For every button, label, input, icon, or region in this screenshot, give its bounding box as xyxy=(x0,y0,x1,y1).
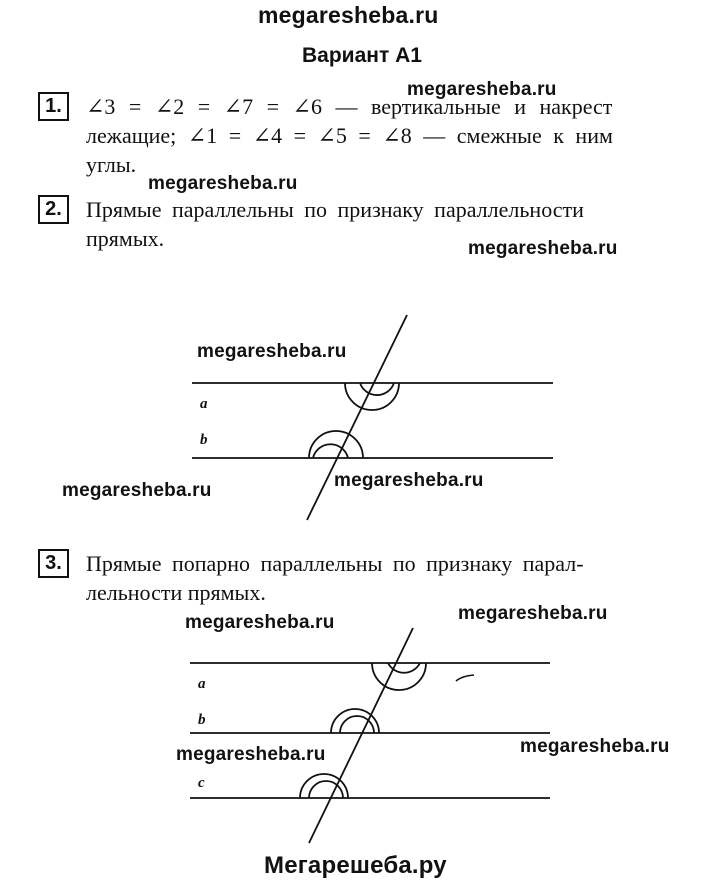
top-watermark: megaresheba.ru xyxy=(258,2,439,28)
watermark-9: megaresheba.ru xyxy=(176,744,326,765)
problem-3-number: 3. xyxy=(38,549,69,578)
figure1-label-a: a xyxy=(200,396,208,412)
figure2-label-c: c xyxy=(198,775,205,791)
stray-mark xyxy=(456,675,474,681)
figure1-label-b: b xyxy=(200,432,208,448)
watermark-5: megaresheba.ru xyxy=(62,480,212,501)
watermark-6: megaresheba.ru xyxy=(334,470,484,491)
problem-1-line-2: лежащие; ∠1 = ∠4 = ∠5 = ∠8 — смежные к ним xyxy=(86,123,613,148)
problem-1-line-1: ∠3 = ∠2 = ∠7 = ∠6 — вертикальные и накрест xyxy=(86,94,613,119)
problem-2-line-2: прямых. xyxy=(86,226,165,251)
figure2-label-b: b xyxy=(198,712,206,728)
watermark-1: megaresheba.ru xyxy=(407,79,557,100)
watermark-3: megaresheba.ru xyxy=(468,238,618,259)
bottom-watermark: Мегарешеба.ру xyxy=(264,852,447,879)
problem-3-line-1: Прямые попарно параллельны по признаку парал- xyxy=(86,551,584,576)
transversal xyxy=(309,628,413,843)
watermark-4: megaresheba.ru xyxy=(197,341,347,362)
problem-2-line-1: Прямые параллельны по признаку параллельности xyxy=(86,197,584,222)
variant-title: Вариант А1 xyxy=(302,44,422,67)
figure2-label-a: a xyxy=(198,676,206,692)
watermark-10: megaresheba.ru xyxy=(520,736,670,757)
watermark-7: megaresheba.ru xyxy=(185,612,335,633)
watermark-2: megaresheba.ru xyxy=(148,173,298,194)
problem-1-line-3: углы. xyxy=(86,152,137,177)
problem-1-number: 1. xyxy=(38,92,69,121)
problem-3-line-2: лельности прямых. xyxy=(86,580,266,605)
problem-2-number: 2. xyxy=(38,195,69,224)
watermark-8: megaresheba.ru xyxy=(458,603,608,624)
